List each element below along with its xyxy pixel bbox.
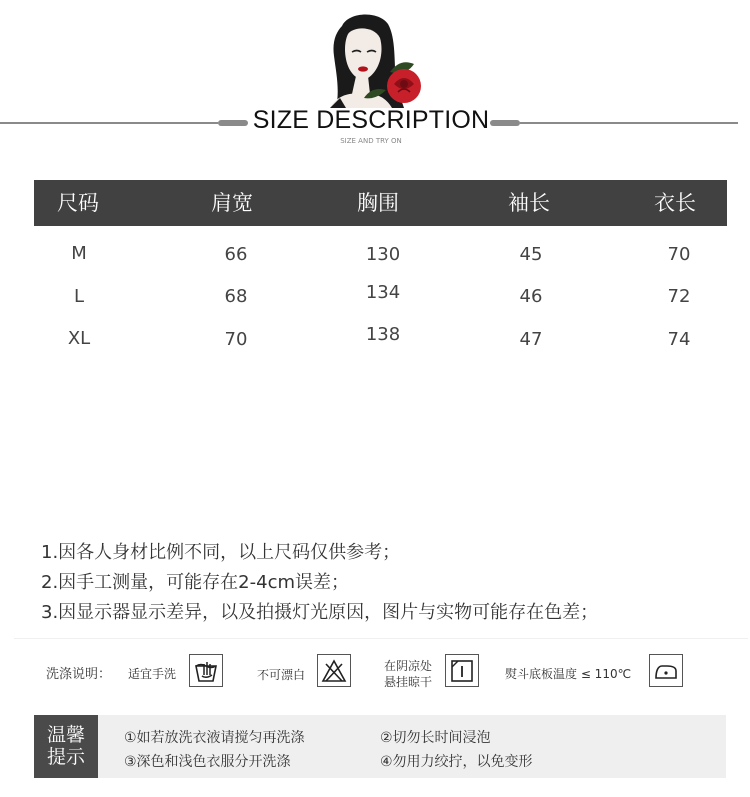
cell-size: M: [71, 243, 87, 264]
care-label: 洗涤说明：: [46, 667, 112, 682]
note-2: 2.因手工测量，可能存在2-4cm误差；: [41, 572, 350, 593]
header-dash-left: [218, 120, 248, 126]
cell-size: L: [73, 286, 85, 307]
header-line-left: [0, 122, 218, 124]
size-table-header: [34, 180, 727, 226]
cell-length: 74: [667, 329, 691, 350]
cell-sleeve: 47: [519, 329, 543, 350]
line-dry-shade-icon: [445, 654, 479, 687]
care-no-bleach-text: 不可漂白: [257, 668, 306, 682]
section-divider: [14, 638, 748, 639]
care-dry-text-line1: 在阴凉处: [384, 659, 433, 673]
cell-size: XL: [67, 328, 91, 349]
note-1: 1.因各人身材比例不同，以上尺码仅供参考；: [41, 542, 401, 563]
header-line-right: [520, 122, 738, 124]
column-header-size: 尺码: [57, 191, 99, 215]
note-3: 3.因显示器显示差异，以及拍摄灯光原因，图片与实物可能存在色差；: [41, 602, 599, 623]
iron-icon: [649, 654, 683, 687]
tips-label-line1: 温馨: [46, 724, 85, 746]
hand-wash-icon: [189, 654, 223, 687]
tip-item-4: ④勿用力绞拧，以免变形: [380, 754, 533, 770]
tips-label-line2: 提示: [46, 746, 85, 768]
care-hand-wash-text: 适宜手洗: [128, 667, 177, 681]
cell-sleeve: 46: [519, 286, 543, 307]
header-dash-right: [490, 120, 520, 126]
woman-rose-portrait-icon: [330, 12, 430, 108]
cell-sleeve: 45: [519, 244, 543, 265]
column-header-shoulder: 肩宽: [211, 191, 253, 215]
column-header-length: 衣长: [654, 191, 696, 215]
page-subtitle: SIZE AND TRY ON: [340, 137, 402, 145]
cell-length: 70: [667, 244, 691, 265]
tips-label: [34, 715, 98, 778]
tip-item-1: ①如若放洗衣液请搅匀再洗涤: [124, 730, 305, 746]
cell-shoulder: 70: [224, 329, 248, 350]
care-dry-text-line2: 悬挂晾干: [384, 675, 433, 689]
tip-item-3: ③深色和浅色衣服分开洗涤: [124, 754, 291, 770]
cell-shoulder: 66: [224, 244, 248, 265]
cell-shoulder: 68: [224, 286, 248, 307]
column-header-chest: 胸围: [357, 191, 399, 215]
cell-length: 72: [667, 286, 691, 307]
cell-chest: 138: [365, 324, 401, 345]
page-title: SIZE DESCRIPTION: [252, 106, 490, 134]
column-header-sleeve: 袖长: [508, 191, 550, 215]
cell-chest: 130: [365, 244, 401, 265]
care-iron-text: 熨斗底板温度 ≤ 110℃: [505, 667, 632, 681]
no-bleach-icon: [317, 654, 351, 687]
tip-item-2: ②切勿长时间浸泡: [380, 730, 491, 746]
cell-chest: 134: [365, 282, 401, 303]
